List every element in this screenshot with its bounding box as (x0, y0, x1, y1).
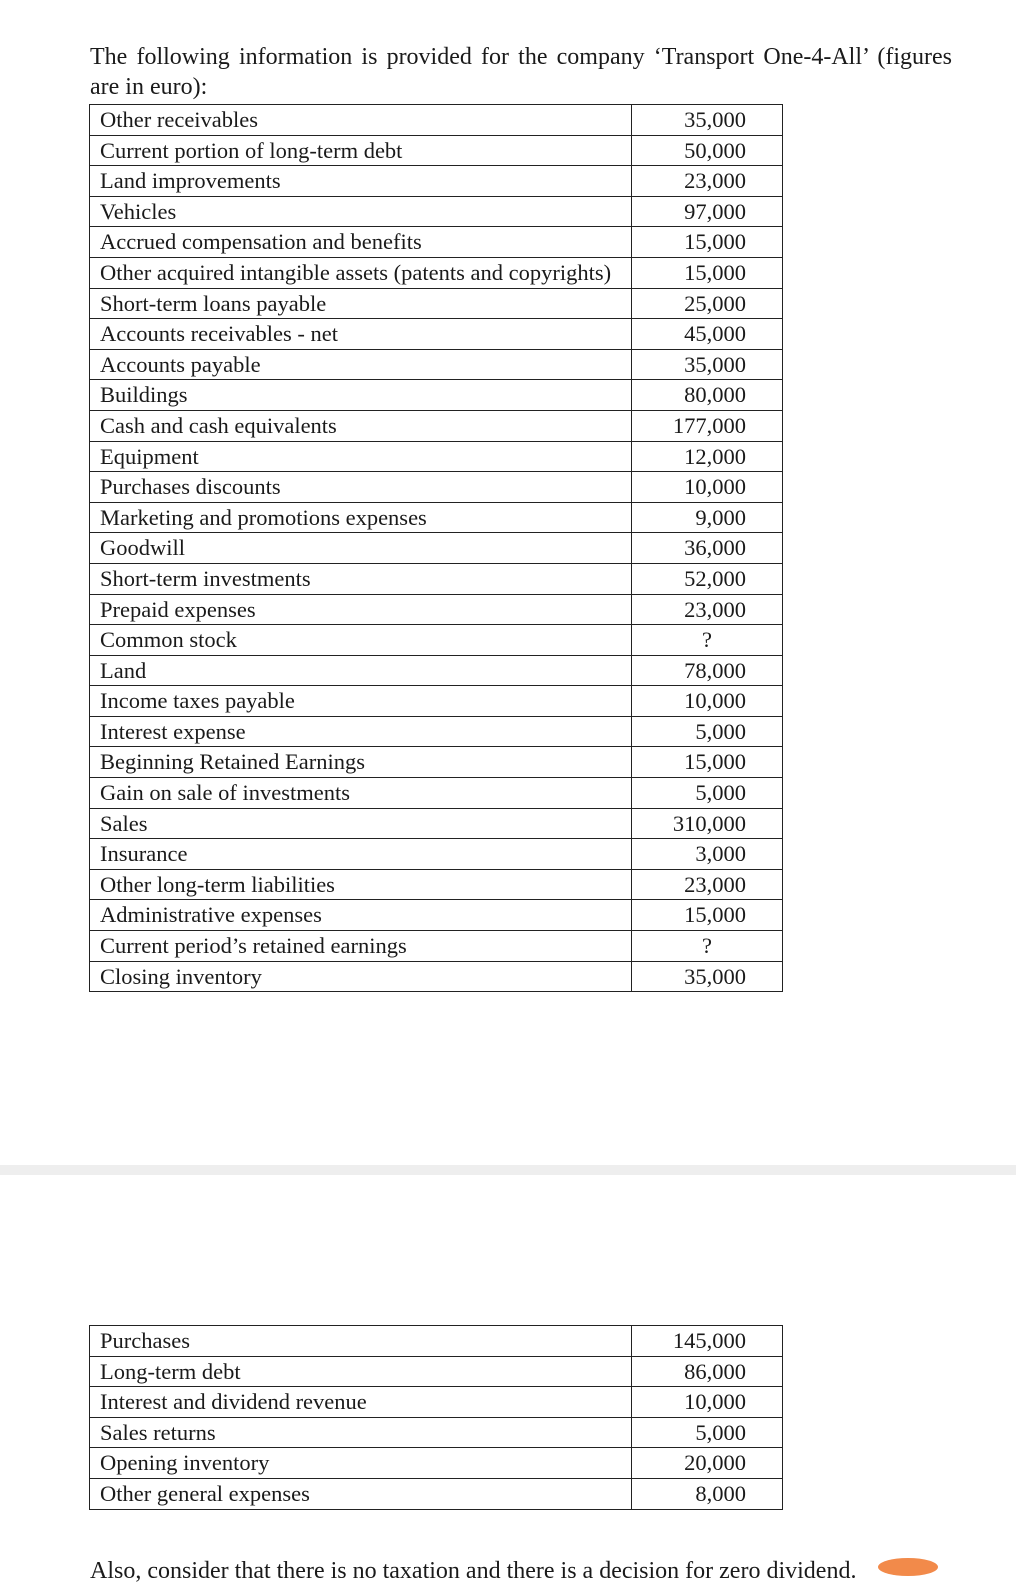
row-value: 50,000 (684, 137, 746, 163)
row-label: Common stock (90, 625, 632, 656)
row-label: Current period’s retained earnings (90, 931, 632, 962)
row-value: 78,000 (684, 657, 746, 683)
row-value-cell (632, 441, 783, 472)
row-value-cell (632, 135, 783, 166)
row-value-cell (632, 1478, 783, 1509)
row-value-cell (632, 319, 783, 350)
table-row (90, 839, 783, 870)
row-label: Other general expenses (90, 1478, 632, 1509)
row-value: 10,000 (684, 1389, 746, 1415)
row-value-cell (632, 686, 783, 717)
table-row (90, 441, 783, 472)
page-divider (0, 1165, 1016, 1175)
table-row (90, 288, 783, 319)
row-value-cell (632, 349, 783, 380)
row-value-cell (632, 869, 783, 900)
row-label: Buildings (90, 380, 632, 411)
row-value: 310,000 (672, 810, 746, 836)
table-row (90, 533, 783, 564)
row-label: Prepaid expenses (90, 594, 632, 625)
row-value: 145,000 (672, 1328, 746, 1353)
row-label: Long-term debt (90, 1356, 632, 1387)
row-value: 5,000 (695, 780, 746, 806)
table-row (90, 869, 783, 900)
row-value-cell (632, 563, 783, 594)
row-value-cell (632, 257, 783, 288)
table-row (90, 105, 783, 136)
footnote-paragraph: Also, consider that there is no taxation and there is a decision for zero dividend. (90, 1558, 857, 1584)
row-value: 3,000 (695, 841, 746, 867)
row-value: 15,000 (684, 902, 746, 928)
additional-items-table (89, 1325, 783, 1510)
row-value-cell (632, 380, 783, 411)
row-value: 23,000 (684, 871, 746, 897)
row-label: Land improvements (90, 166, 632, 197)
scroll-indicator-blob (878, 1558, 938, 1576)
row-label: Equipment (90, 441, 632, 472)
table-row (90, 380, 783, 411)
row-value-cell (632, 502, 783, 533)
table-row (90, 166, 783, 197)
row-value-cell (632, 1417, 783, 1448)
row-label: Closing inventory (90, 961, 632, 992)
row-value: 9,000 (695, 504, 746, 530)
financial-items-table (89, 104, 783, 992)
row-label: Accounts receivables - net (90, 319, 632, 350)
row-value: 10,000 (684, 688, 746, 714)
row-value-cell (632, 778, 783, 809)
row-label: Purchases (90, 1326, 632, 1357)
row-value: 45,000 (684, 321, 746, 347)
intro-paragraph: The following information is provided for the company ‘Transport One-4-All’ (figures are in euro): (90, 44, 952, 100)
table-row (90, 716, 783, 747)
table-row (90, 1478, 783, 1509)
table-row (90, 625, 783, 656)
table-row (90, 1387, 783, 1418)
row-value: 20,000 (684, 1450, 746, 1476)
table-row (90, 349, 783, 380)
table-row (90, 686, 783, 717)
table-row (90, 747, 783, 778)
row-label: Land (90, 655, 632, 686)
row-label: Short-term loans payable (90, 288, 632, 319)
table-row (90, 502, 783, 533)
row-value: 86,000 (684, 1358, 746, 1384)
row-value-cell (632, 594, 783, 625)
row-label: Current portion of long-term debt (90, 135, 632, 166)
row-value-cell (632, 410, 783, 441)
row-value: 23,000 (684, 168, 746, 194)
row-label: Marketing and promotions expenses (90, 502, 632, 533)
table-row (90, 1417, 783, 1448)
table-row (90, 257, 783, 288)
row-value-cell (632, 1326, 783, 1357)
row-label: Other receivables (90, 105, 632, 136)
row-label: Insurance (90, 839, 632, 870)
row-label: Income taxes payable (90, 686, 632, 717)
row-value-cell (632, 655, 783, 686)
row-value-cell (632, 931, 783, 962)
row-value-cell (632, 227, 783, 258)
row-value: 15,000 (684, 229, 746, 255)
row-value-cell (632, 288, 783, 319)
row-value: 5,000 (695, 1419, 746, 1445)
row-value: 15,000 (684, 749, 746, 775)
row-value: 8,000 (695, 1480, 746, 1506)
row-label: Short-term investments (90, 563, 632, 594)
row-label: Gain on sale of investments (90, 778, 632, 809)
row-value: 35,000 (684, 963, 746, 989)
row-label: Beginning Retained Earnings (90, 747, 632, 778)
financial-items-table-body (90, 105, 783, 992)
row-value-cell (632, 716, 783, 747)
row-label: Sales (90, 808, 632, 839)
table-row (90, 1448, 783, 1479)
row-label: Interest and dividend revenue (90, 1387, 632, 1418)
row-label: Interest expense (90, 716, 632, 747)
row-label: Sales returns (90, 1417, 632, 1448)
row-value-cell (632, 747, 783, 778)
row-value-cell (632, 166, 783, 197)
row-value-cell (632, 900, 783, 931)
row-label: Goodwill (90, 533, 632, 564)
row-value-cell (632, 533, 783, 564)
table-row (90, 961, 783, 992)
row-value: 23,000 (684, 596, 746, 622)
row-value: 80,000 (684, 382, 746, 408)
row-value: 12,000 (684, 443, 746, 469)
row-label: Accounts payable (90, 349, 632, 380)
row-value-cell (632, 961, 783, 992)
row-value: 5,000 (695, 718, 746, 744)
table-row (90, 196, 783, 227)
table-row (90, 931, 783, 962)
row-value: 35,000 (684, 351, 746, 377)
table-row (90, 1356, 783, 1387)
table-row (90, 472, 783, 503)
row-value-cell (632, 1356, 783, 1387)
row-value: 97,000 (684, 198, 746, 224)
row-label: Other long-term liabilities (90, 869, 632, 900)
row-label: Opening inventory (90, 1448, 632, 1479)
table-row (90, 227, 783, 258)
table-row (90, 808, 783, 839)
row-value: ? (702, 933, 712, 959)
table-row (90, 410, 783, 441)
table-row (90, 900, 783, 931)
row-value-cell (632, 1387, 783, 1418)
row-value-cell (632, 1448, 783, 1479)
row-label: Accrued compensation and benefits (90, 227, 632, 258)
table-row (90, 655, 783, 686)
row-label: Vehicles (90, 196, 632, 227)
row-value: 36,000 (684, 535, 746, 561)
table-row (90, 563, 783, 594)
row-label: Purchases discounts (90, 472, 632, 503)
row-value: 10,000 (684, 474, 746, 500)
row-value: 25,000 (684, 290, 746, 316)
row-value-cell (632, 808, 783, 839)
row-value: ? (702, 627, 712, 653)
row-value: 177,000 (672, 412, 746, 438)
additional-items-table-body (90, 1326, 783, 1510)
row-label: Other acquired intangible assets (patents and copyrights) (90, 257, 632, 288)
table-row (90, 1326, 783, 1357)
table-row (90, 594, 783, 625)
row-value: 52,000 (684, 565, 746, 591)
table-row (90, 778, 783, 809)
row-value-cell (632, 625, 783, 656)
row-label: Administrative expenses (90, 900, 632, 931)
row-value-cell (632, 105, 783, 136)
row-value-cell (632, 839, 783, 870)
row-label: Cash and cash equivalents (90, 410, 632, 441)
table-row (90, 135, 783, 166)
table-row (90, 319, 783, 350)
row-value-cell (632, 196, 783, 227)
row-value-cell (632, 472, 783, 503)
row-value: 15,000 (684, 259, 746, 285)
row-value: 35,000 (684, 107, 746, 132)
